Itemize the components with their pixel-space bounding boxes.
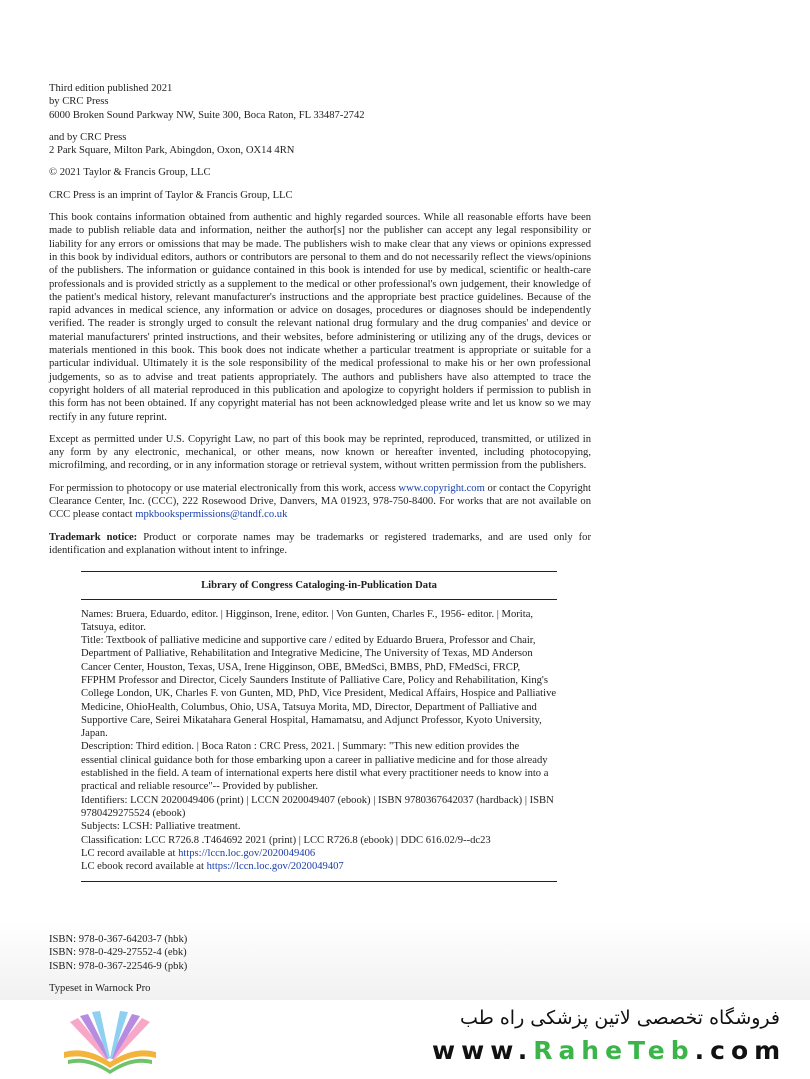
lc-record-line [81, 847, 557, 860]
watermark-footer [0, 1000, 810, 1079]
trademark-paragraph [49, 531, 591, 558]
publisher-line-2: and by CRC Press [49, 131, 127, 143]
copyright-law-paragraph: Except as permitted under U.S. Copyright Law, no part of this book may be reprinted, reproduced, transmitted, or utilized in any form by any electronic, mechanical, or other means, now known or hereafter invented, including photocopying, microfilming, and recording, or in any information storage or retrieval system, without written permission from the publishers. [49, 433, 591, 472]
typeset-line: Typeset in Warnock Pro [49, 983, 151, 994]
edition-line: Third edition published 2021 [49, 83, 173, 94]
publisher-line: by CRC Press [49, 96, 109, 108]
isbn-block [49, 933, 187, 973]
publisher-address: 6000 Broken Sound Parkway NW, Suite 300, Boca Raton, FL 33487-2742 [49, 109, 365, 121]
permission-text-1: For permission to photocopy or use material electronically from this work, access [49, 482, 399, 494]
permissions-email-link[interactable]: mpkbookspermissions@tandf.co.uk [135, 509, 288, 521]
copyright-link[interactable]: www.copyright.com [398, 482, 485, 494]
cip-title: Library of Congress Cataloging-in-Publication Data [81, 572, 557, 599]
trademark-text: Product or corporate names may be trademarks or registered trademarks, and are used only for identification and explanation without intent to infringe. [49, 531, 592, 556]
copyright-line: © 2021 Taylor & Francis Group, LLC [49, 167, 211, 179]
lc-ebook-link[interactable]: https://lccn.loc.gov/2020049407 [206, 861, 344, 873]
publisher-block-1 [49, 82, 591, 122]
shop-name: فروشگاه تخصصی لاتین پزشکی راه طب [460, 1007, 780, 1029]
imprint-line: CRC Press is an imprint of Taylor & Francis Group, LLC [49, 189, 293, 201]
cip-classification: Classification: LCC R726.8 .T464692 2021 (print) | LCC R726.8 (ebook) | DDC 616.02/9--dc23 [81, 834, 491, 846]
cip-data-box [81, 571, 557, 882]
lc-record-label: LC record available at [81, 847, 179, 859]
shop-url [432, 1036, 787, 1065]
cip-description: Description: Third edition. | Boca Raton : CRC Press, 2021. | Summary: "This new edition provides the essential clinical guidance both for those embarking upon a career in palliative medicine and for those already established in the field. A team of international experts here distil what every practitioner needs to know into a practical and reliable resource"-- Provided by publisher. [81, 741, 549, 793]
isbn-ebk: ISBN: 978-0-429-27552-4 (ebk) [49, 947, 187, 959]
shop-url-prefix: www. [432, 1036, 534, 1065]
isbn-pbk: ISBN: 978-0-367-22546-9 (pbk) [49, 960, 188, 972]
publisher-address-2: 2 Park Square, Milton Park, Abingdon, Oxon, OX14 4RN [49, 145, 295, 157]
lc-record-link[interactable]: https://lccn.loc.gov/2020049406 [178, 847, 316, 859]
shop-url-suffix: .com [694, 1036, 787, 1065]
publisher-block-2 [49, 131, 591, 158]
lc-ebook-label: LC ebook record available at [81, 861, 207, 873]
page-content [49, 82, 591, 882]
isbn-hbk: ISBN: 978-0-367-64203-7 (hbk) [49, 934, 188, 945]
cip-title-entry: Title: Textbook of palliative medicine and supportive care / edited by Eduardo Bruera, Professor and Chair, Department of Palliative, Rehabilitation and Integrative Medicine, The University of Texas, MD Anderson Cancer Center, Houston, Texas, USA, Irene Higginson, OBE, BMedSci, BMBS, PhD, FMedSci, FRCP, FFPHM Professor and Director, Cicely Saunders Institute of Palliative Care, Policy and Rehabilitation, King's College London, UK, Charles F. von Gunten, MD, PhD, Vice President, Medical Affairs, Hospice and Palliative Medicine, OhioHealth, Columbus, Ohio, USA, Tatsuya Morita, MD, Director, Department of Palliative and Supportive Care, Seirei Mikatahara General Hospital, Hamamatsu, and Adjunct Professor, Kyoto University, Japan. [81, 635, 557, 740]
open-book-logo-icon [60, 1008, 160, 1074]
lc-ebook-line [81, 860, 557, 873]
disclaimer-paragraph: This book contains information obtained from authentic and highly regarded sources. While all reasonable efforts have been made to publish reliable data and information, neither the author[s] nor the publisher can accept any legal responsibility or liability for any errors or omissions that may be made. The publishers wish to make clear that any views or opinions expressed in this book by individual editors, authors or contributors are personal to them and do not necessarily reflect the views/opinions of the publishers. The information or guidance contained in this book is intended for use by medical, scientific or health-care professionals and is provided strictly as a supplement to the medical or other professional's own judgement, their knowledge of the patient's medical history, relevant manufacturer's instructions and the appropriate best practice guidelines. Because of the rapid advances in medical science, any information or advice on dosages, procedures or diagnoses should be independently verified. The reader is strongly urged to consult the relevant national drug formulary and the drug companies' and device or material manufacturers' printed instructions, and their websites, before administering or utilizing any of the drugs, devices or materials mentioned in this book. This book does not indicate whether a particular treatment is appropriate or suitable for a particular individual. Ultimately it is the sole responsibility of the medical professional to make his or her own professional judgements, so as to advise and treat patients appropriately. The authors and publishers have also attempted to trace the copyright holders of all material reproduced in this publication and apologize to copyright holders if permission to publish in this form has not been obtained. If any copyright material has not been acknowledged please write and let us know so we may rectify in any future reprint. [49, 212, 591, 423]
shop-url-brand: RaheTeb [533, 1036, 695, 1065]
permission-paragraph [49, 482, 591, 522]
trademark-label: Trademark notice: [49, 531, 138, 543]
cip-identifiers: Identifiers: LCCN 2020049406 (print) | LCCN 2020049407 (ebook) | ISBN 9780367642037 (hardback) | ISBN 9780429275524 (ebook) [81, 794, 554, 819]
permission-text-2: or contact the Copyright Clearance Center, Inc. (CCC), 222 Rosewood Drive, Danvers, MA 01923, 978-750-8400. For works that are not available on CCC please contact [49, 482, 592, 521]
cip-subjects: Subjects: LCSH: Palliative treatment. [81, 821, 241, 833]
cip-names: Names: Bruera, Eduardo, editor. | Higginson, Irene, editor. | Von Gunten, Charles F., 1956- editor. | Morita, Tatsuya, editor. [81, 608, 534, 633]
